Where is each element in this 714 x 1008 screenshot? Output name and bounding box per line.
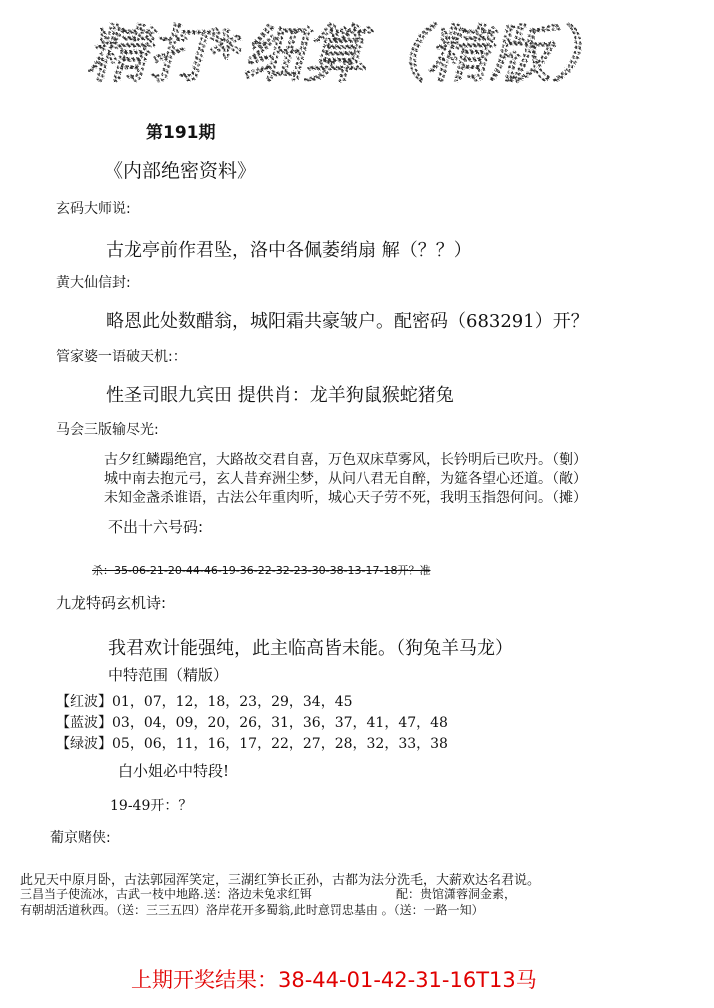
pujing-line-1: 此兄天中原月卧，古法郭园浑笑定，三湖红笋长正孙，古都为法分洗毛，大薪欢达名君说。	[20, 873, 541, 888]
bu16-label: 不出十六号码:	[108, 518, 204, 536]
xuanma-label: 玄码大师说:	[56, 201, 131, 217]
pujing-line-2a: 三昌当子使流冰，古武一枝中地路.送：洛边未兔求红铒	[20, 887, 312, 901]
wave-numbers: 03，04，09，20，26，31，36，37，41，47，48	[112, 715, 448, 731]
baixiaojie-line: 白小姐必中特段!	[118, 762, 230, 780]
banner-text: 精打*细算（精版）	[86, 18, 614, 91]
pujing-line-2b: 配：贵馆潇蓉洞金素，	[396, 887, 517, 901]
pujing-label: 葡京赌侠:	[50, 830, 111, 846]
duan-line: 19-49开：？	[110, 798, 193, 814]
pujing-line-3: 有朝胡活道秋西。（送：三三五四）洛岸花开多蜀翁,此时意罚忠基由 。（送：一路一知）	[20, 903, 484, 917]
banner-art	[86, 6, 614, 102]
jiulong-label: 九龙特码玄机诗:	[56, 594, 167, 612]
guanjia-line: 性圣司眼九宾田 提供肖：龙羊狗鼠猴蛇猪兔	[106, 385, 454, 406]
huang-line: 略恩此处数醋翁，城阳霜共豪皱户。配密码（683291）开？	[106, 311, 589, 332]
wave-name: 【绿波】	[56, 736, 112, 752]
mahui-verse-3: 未知金盏杀谁语，古法公年重肉听，城心天子劳不死，我明玉指怨何问。（摊）	[104, 490, 587, 506]
wave-numbers: 01，07，12，18，23，29，34，45	[112, 694, 353, 710]
wave-row-green	[56, 733, 448, 753]
wave-numbers: 05，06，11，16，17，22，27，28，32，33，38	[112, 736, 448, 752]
mahui-verse-1: 古夕红鳞蹋绝宫，大路故交君自喜，万色双床草雾风，长钤明后已吹丹。（劐）	[104, 452, 587, 468]
issue-number: 第191期	[146, 123, 216, 143]
guanjia-label: 管家婆一语破天机:：	[56, 349, 187, 365]
jiulong-line: 我君欢计能强纯，此主临高皆未能。（狗兔羊马龙）	[108, 638, 513, 659]
huang-label: 黄大仙信封:	[56, 275, 131, 291]
xuanma-line: 古龙亭前作君坠，洛中各佩萎绡扇 解（？？）	[106, 240, 472, 261]
wave-row-blue	[56, 712, 448, 732]
wave-row-red	[56, 691, 353, 711]
mahui-verse-2: 城中南去抱元弓，玄人昔弃洲尘梦，从问八君无自醉，为筵各望心还道。（敞）	[104, 471, 587, 487]
banner-title	[86, 6, 614, 102]
mahui-label: 马会三版输尽光:	[56, 422, 159, 438]
wave-name: 【蓝波】	[56, 715, 112, 731]
last-result: 上期开奖结果：38-44-01-42-31-16T13马	[131, 968, 537, 992]
range-label: 中特范围（精版）	[108, 666, 229, 684]
sha-line: 杀：35-06-21-20-44-46-19-36-22-32-23-30-38-13-17-18开？准	[92, 564, 431, 577]
doc-title: 《内部绝密资料》	[104, 160, 257, 182]
wave-name: 【红波】	[56, 694, 112, 710]
